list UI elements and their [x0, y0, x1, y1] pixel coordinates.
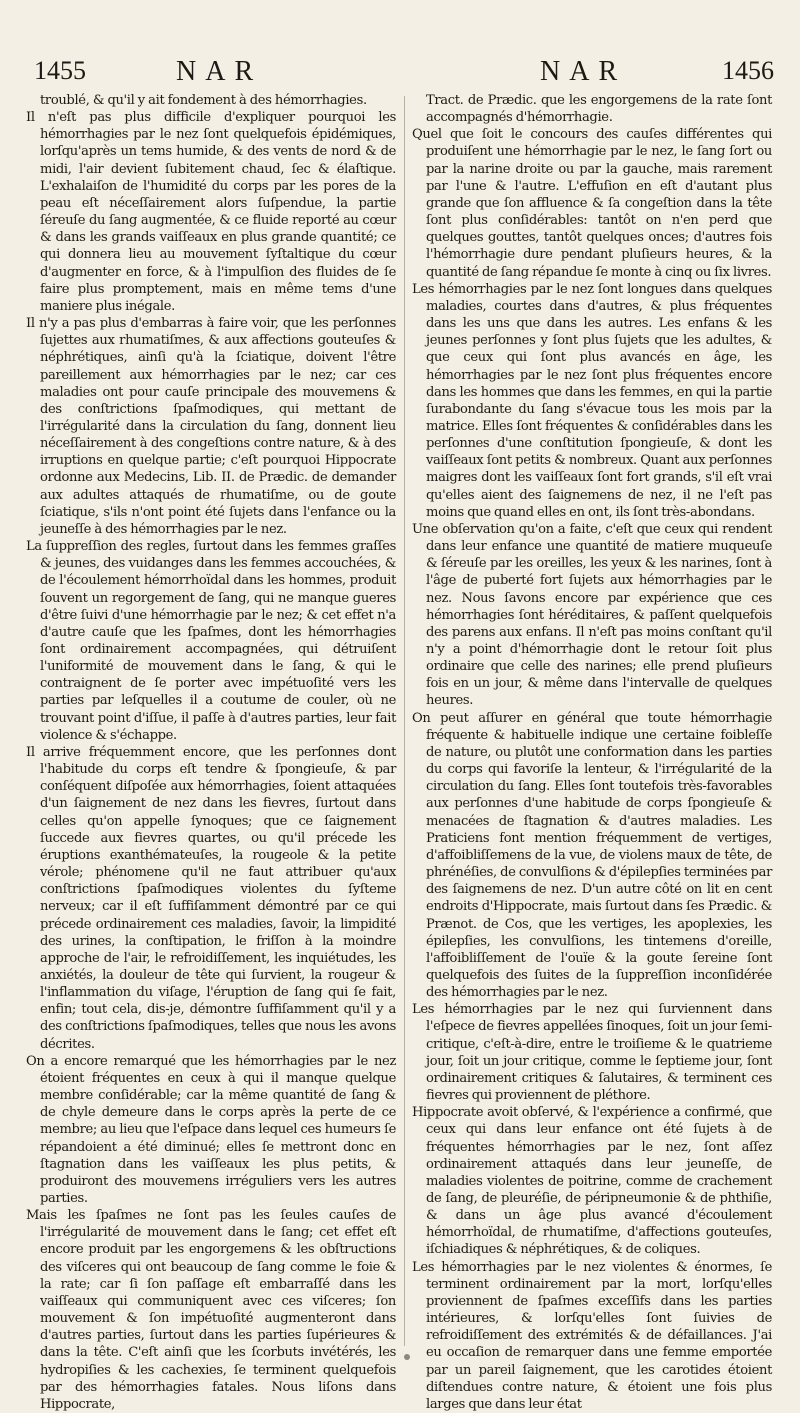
paragraph: Quel que ſoit le concours des cauſes différentes qui produiſent une hémorrhagie par le nez, le ſang ſort ou par la narine droite ou par la gauche, mais rarement par l'une & l'autre. L'effuſion en eſt d'autant plus grande que ſon affluence & ſa congeſtion dans la tête ſont plus conſidérables: tantôt on n'en perd que quelques gouttes, tantôt quelques onces; d'autres fois l'hémorrhagie dure pendant pluſieurs heures, & la quantité de ſang répandue ſe monte à cinq ou ſix livres. [412, 127, 772, 280]
paragraph: troublé, & qu'il y ait fondement à des hémorrhagies. [40, 93, 367, 108]
paragraph: Les hémorrhagies par le nez ſont longues dans quelques maladies, courtes dans d'autres, & plus fréquentes dans les uns que dans les autres. Les enfans & les jeunes perſonnes y ſont plus ſujets que les adultes, & que ceux qui ſont plus avancés en âge, les hémorrhagies par le nez ſont plus fréquentes encore dans les hommes que dans les femmes, en qui la partie ſurabondante du ſang s'évacue tous les mois par la matrice. Elles ſont fréquentes & conſidérables dans les perſonnes d'une conſtitution ſpongieuſe, & dont les vaiſſeaux ſont petits & nombreux. Quant aux perſonnes maigres dont les vaiſſeaux ſont fort grands, s'il eſt vrai qu'elles aient des ſaignemens de nez, il ne l'eſt pas moins que quand elles en ont, ils ſont très-abondans. [412, 281, 772, 520]
paragraph: Hippocrate avoit obſervé, & l'expérience a confirmé, que ceux qui dans leur enfance ont été ſujets à de fréquentes hémorrhagies par le nez, ſont aſſez ordinairement attaqués dans leur jeuneſſe, de maladies violentes de poitrine, comme de crachement de ſang, de pleuréſie, de péripneumonie & de phthiſie, & dans un âge plus avancé d'écoulement hémorrhoïdal, de rhumatiſme, d'affections gouteuſes, iſchiadiques & néphrétiques, & de coliques. [412, 1105, 772, 1258]
column-divider [404, 96, 405, 1346]
paragraph: Une obſervation qu'on a faite, c'eſt que ceux qui rendent dans leur enfance une quantité de matiere muqueuſe & ſéreuſe par les oreilles, les yeux & les narines, ſont à l'âge de puberté fort ſujets aux hémorrhagies par le nez. Nous ſavons encore par expérience que ces hémorrhagies ſont héréditaires, & paſſent quelquefois des parens aux enfans. Il n'eſt pas moins conſtant qu'il n'y a point d'hémorrhagie dont le retour ſoit plus ordinaire que celle des narines; elle prend pluſieurs fois en un jour, & même dans l'intervalle de quelques heures. [412, 521, 772, 709]
paragraph: Il arrive fréquemment encore, que les perſonnes dont l'habitude du corps eſt tendre & ſpongieuſe, & par conſéquent diſpoſée aux hémorrhagies, ſoient attaquées d'un ſaignement de nez dans les fievres, ſurtout dans celles qu'on appelle ſynoques; que ce ſaignement ſuccede aux fievres quartes, ou qu'il précede les éruptions exanthémateuſes, la rougeole & la petite vérole; phénomene qu'il ne faut attribuer qu'aux conſtrictions ſpaſmodiques violentes du ſyſteme nerveux; car il eſt ſuffiſamment démontré par ce qui précede ordinairement ces maladies, ſavoir, la limpidité des urines, la conſtipation, le friſſon à la moindre approche de l'air, le refroidiſſement, les inquiétudes, les anxiétés, la douleur de tête qui ſurvient, la rougeur & l'inflammation du viſage, l'éruption de ſang qui ſe fait, enfin; tout cela, dis-je, démontre ſuffiſamment qu'il y a des conſtrictions ſpaſmodiques, telles que nous les avons décrites. [26, 744, 396, 1052]
left-page-number: 1455 [34, 56, 86, 85]
ink-spot [404, 1354, 410, 1360]
paragraph: Les hémorrhagies par le nez qui ſurviennent dans l'eſpece de fievres appellées ſinoques, ſoit un jour ſemi-critique, c'eſt-à-dire, entre le troiſieme & le quatrieme jour, ſoit un jour critique, comme le ſeptieme jour, ſont ordinairement critiques & ſalutaires, & terminent ces fievres qui proviennent de pléthore. [412, 1002, 772, 1104]
right-headword: NAR [540, 56, 627, 87]
left-headword: NAR [176, 56, 263, 87]
paragraph: Les hémorrhagies par le nez violentes & énormes, ſe terminent ordinairement par la mort, lorſqu'elles proviennent de ſpaſmes exceſſifs dans les parties intérieures, & lorſqu'elles ſont ſuivies de refroidiſſement des extrémités & de défaillances. J'ai eu occaſion de remarquer dans une femme emportée par un pareil ſaignement, que les carotides étoient diſtendues contre nature, & étoient une fois plus larges que dans leur état [412, 1259, 772, 1412]
paragraph: Mais les ſpaſmes ne ſont pas les ſeules cauſes de l'irrégularité de mouvement dans le ſang; cet effet eſt encore produit par les engorgemens & les obſtructions des viſceres qui ont beaucoup de ſang comme le foie & la rate; car ſi ſon paſſage eſt embarraſſé dans les vaiſſeaux qui communiquent avec ces viſceres; ſon mouvement & ſon impétuoſité augmenteront dans d'autres parties, ſurtout dans les parties ſupérieures & dans la tête. C'eſt ainſi que les ſcorbuts invétérés, les hydropiſies & les cachexies, ſe terminent quelquefois par des hémorrhagies fatales. Nous liſons dans Hippocrate, [26, 1208, 396, 1412]
left-column [26, 92, 396, 1412]
running-header [0, 56, 800, 96]
paragraph: Il n'y a pas plus d'embarras à faire voir, que les perſonnes ſujettes aux rhumatiſmes, & aux affections gouteuſes & néphrétiques, ainſi qu'à la ſciatique, doivent l'être pareillement aux hémorrhagies par le nez; car ces maladies ont pour cauſe principale des mouvemens & des conſtrictions ſpaſmodiques, qui mettant de l'irrégularité dans la circulation du ſang, donnent lieu néceſſairement à des congeſtions contre nature, & à des irruptions en quelque partie; c'eſt pourquoi Hippocrate ordonne aux Medecins, Lib. II. de Prædic. de demander aux adultes attaqués de rhumatiſme, ou de goute ſciatique, s'ils n'ont point été ſujets dans l'enfance ou la jeuneſſe à des hémorrhagies par le nez. [26, 316, 396, 537]
right-page-number: 1456 [722, 56, 774, 85]
paragraph: On peut aſſurer en général que toute hémorrhagie fréquente & habituelle indique une certaine foibleſſe de nature, ou plutôt une conformation dans les parties du corps qui favoriſe la lenteur, & l'irrégularité de la circulation du ſang. Elles ſont toutefois très-favorables aux perſonnes d'une habitude de corps ſpongieuſe & menacées de ſtagnation & d'autres maladies. Les Praticiens font mention fréquemment de vertiges, d'affoibliſſemens de la vue, de violens maux de tête, de phrénéſies, de convulſions & d'épilepſies terminées par des ſaignemens de nez. D'un autre côté on lit en cent endroits d'Hippocrate, mais ſurtout dans ſes Prædic. & Prænot. de Cos, que les vertiges, les apoplexies, les épilepſies, les convulſions, les tintemens d'oreille, l'affoibliſſement de l'ouïe & la goute ſereine ſont quelquefois des ſuites de la ſuppreſſion inconſidérée des hémorrhagies par le nez. [412, 710, 773, 1001]
right-column [412, 92, 773, 1412]
paragraph: La ſuppreſſion des regles, ſurtout dans les femmes graſſes & jeunes, des vuidanges dans les femmes accouchées, & de l'écoulement hémorrhoïdal dans les hommes, produit ſouvent un regorgement de ſang, qui ne manque gueres d'être ſuivi d'une hémorrhagie par le nez; & cet effet n'a d'autre cauſe que les ſpaſmes, dont les hémorrhagies ſont ordinairement accompagnées, qui détruiſent l'uniformité de mouvement dans le ſang, & qui le contraignent de ſe porter avec impétuoſité vers les parties par leſquelles il a coutume de couler, où ne trouvant point d'iſſue, il paſſe à d'autres parties, leur fait violence & s'échappe. [26, 539, 396, 743]
paragraph: Il n'eſt pas plus difficile d'expliquer pourquoi les hémorrhagies par le nez ſont quelquefois épidémiques, lorſqu'après un tems humide, & des vents de nord & de midi, l'air devient ſubitement chaud, ſec & élaſtique. L'exhalaiſon de l'humidité du corps par les pores de la peau eſt néceſſairement alors ſuſpendue, la partie ſéreuſe du ſang augmentée, & ce fluide reporté au cœur & dans les grands vaiſſeaux en plus grande quantité; ce qui donnera lieu au mouvement ſyſtaltique du cœur d'augmenter en force, & à l'impulſion des fluides de ſe faire plus promptement, mais en même tems d'une maniere plus inégale. [26, 110, 396, 314]
paragraph: Tract. de Prædic. que les engorgemens de la rate ſont accompagnés d'hémorrhagie. [426, 93, 772, 126]
paragraph: On a encore remarqué que les hémorrhagies par le nez étoient fréquentes en ceux à qui il manque quelque membre conſidérable; car la même quantité de ſang & de chyle demeure dans le corps après la perte de ce membre; au lieu que l'eſpace dans lequel ces humeurs ſe répandoient a été diminué; elles ſe mettront donc en ſtagnation dans les vaiſſeaux les plus petits, & produiront des mouvemens irréguliers vers les autres parties. [26, 1053, 396, 1206]
